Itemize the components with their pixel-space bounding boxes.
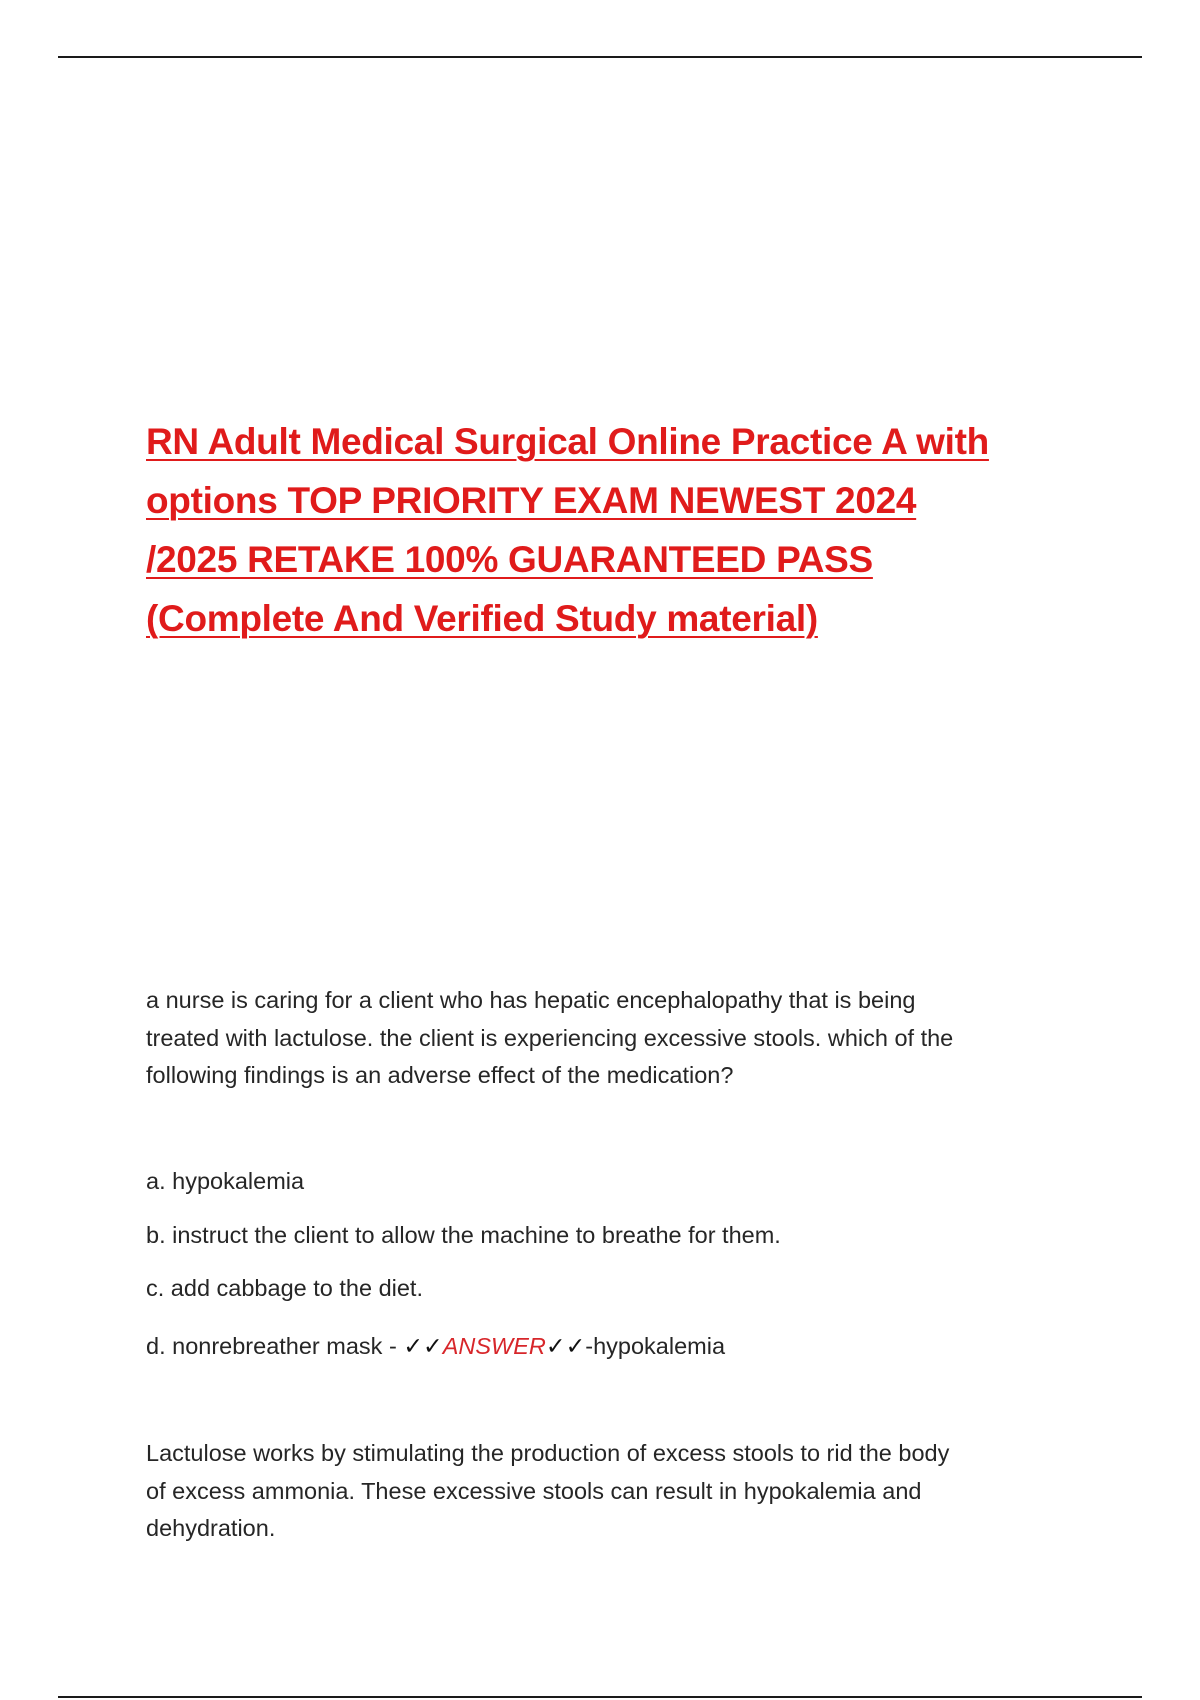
explanation-line-1: Lactulose works by stimulating the production of excess stools to rid the body (146, 1440, 950, 1466)
footer-rule (58, 1696, 1142, 1698)
explanation-line-2: of excess ammonia. These excessive stools can result in hypokalemia and (146, 1477, 922, 1504)
option-d (146, 1331, 725, 1361)
option-d-text: d. nonrebreather mask - (146, 1333, 404, 1359)
option-a: a. hypokalemia (146, 1168, 305, 1194)
question-line-2: treated with lactulose. the client is experiencing excessive stools. which of the (146, 1024, 954, 1051)
option-b: b. instruct the client to allow the machine to breathe for them. (146, 1222, 781, 1248)
answer-text: -hypokalemia (585, 1333, 726, 1359)
question-line-3: following findings is an adverse effect of the medication? (146, 1062, 734, 1088)
checkmark-icon: ✓✓ (403, 1333, 443, 1359)
document-title (146, 412, 1066, 648)
title-line-3: /2025 RETAKE 100% GUARANTEED PASS (146, 539, 873, 580)
header-rule (58, 56, 1142, 58)
title-line-2: options TOP PRIORITY EXAM NEWEST 2024 (146, 480, 917, 521)
question-text (146, 982, 1066, 1095)
title-line-1: RN Adult Medical Surgical Online Practice A with (146, 421, 989, 462)
question-line-1: a nurse is caring for a client who has hepatic encephalopathy that is being (146, 987, 916, 1013)
explanation-line-3: dehydration. (146, 1515, 276, 1541)
title-line-4: (Complete And Verified Study material) (146, 598, 818, 639)
option-c: c. add cabbage to the diet. (146, 1275, 423, 1301)
explanation-text (146, 1435, 1066, 1548)
answer-label: ANSWER (442, 1333, 546, 1359)
checkmark-icon: ✓✓ (545, 1333, 586, 1359)
